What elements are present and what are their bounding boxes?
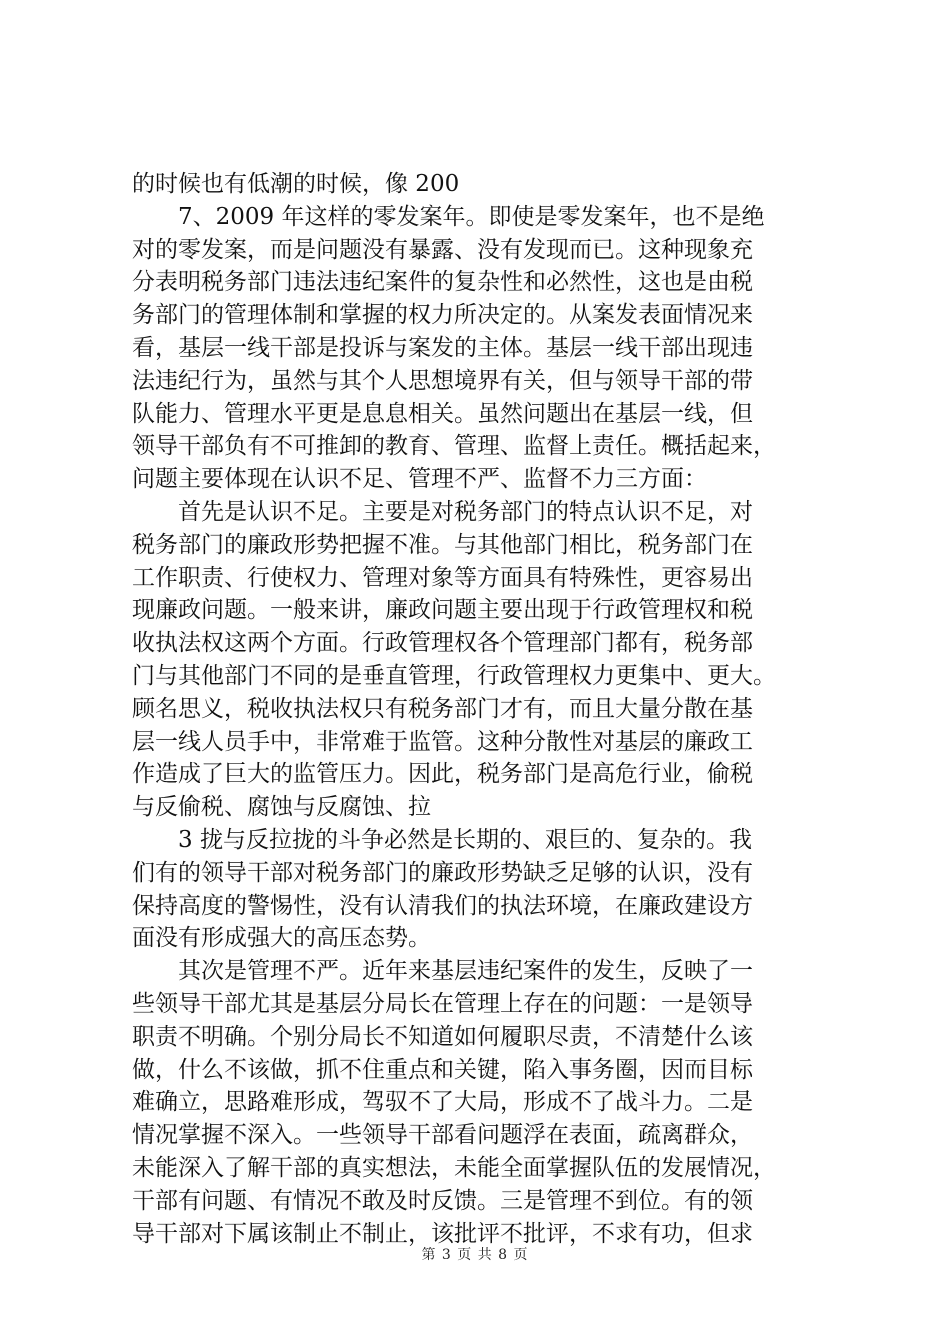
text-line: 们有的领导干部对税务部门的廉政形势缺乏足够的认识，没有 [132, 859, 753, 886]
text-line: 职责不明确。个别分局长不知道如何履职尽责，不清楚什么该 [132, 1023, 753, 1050]
text-line: 面没有形成强大的高压态势。 [132, 925, 431, 952]
page-number-label: 第 3 页 共 8 页 [421, 1247, 529, 1263]
document-body [132, 168, 832, 1250]
text-line: 与反偷税、腐蚀与反腐蚀、拉 [132, 794, 431, 821]
text-line: 看，基层一线干部是投诉与案发的主体。基层一线干部出现违 [132, 334, 753, 361]
text-line: 难确立，思路难形成，驾驭不了大局，形成不了战斗力。二是 [132, 1089, 753, 1116]
text-line: 保持高度的警惕性，没有认清我们的执法环境，在廉政建设方 [132, 892, 753, 919]
text-line: 现廉政问题。一般来讲，廉政问题主要出现于行政管理权和税 [132, 597, 753, 624]
text-line: 干部有问题、有情况不敢及时反馈。三是管理不到位。有的领 [132, 1187, 753, 1214]
text-line: 的时候也有低潮的时候，像 200 [132, 171, 460, 197]
text-line: 法违纪行为，虽然与其个人思想境界有关，但与领导干部的带 [132, 367, 753, 394]
text-line: 层一线人员手中，非常难于监管。这种分散性对基层的廉政工 [132, 728, 753, 755]
text-line: 队能力、管理水平更是息息相关。虽然问题出在基层一线，但 [132, 400, 753, 427]
text-line: 门与其他部门不同的是垂直管理，行政管理权力更集中、更大。 [132, 662, 776, 689]
text-line: 顾名思义，税收执法权只有税务部门才有，而且大量分散在基 [132, 695, 753, 722]
text-line: 务部门的管理体制和掌握的权力所决定的。从案发表面情况来 [132, 302, 753, 329]
text-line: 7、2009 年这样的零发案年。即使是零发案年，也不是绝 [178, 203, 765, 230]
text-line: 领导干部负有不可推卸的教育、管理、监督上责任。概括起来， [132, 433, 776, 460]
text-line: 做，什么不该做，抓不住重点和关键，陷入事务圈，因而目标 [132, 1056, 753, 1083]
text-line: 未能深入了解干部的真实想法，未能全面掌握队伍的发展情况， [132, 1154, 776, 1181]
text-line: 分表明税务部门违法违纪案件的复杂性和必然性，这也是由税 [132, 269, 753, 296]
text-line: 对的零发案，而是问题没有暴露、没有发现而已。这种现象充 [132, 236, 753, 263]
text-line: 导干部对下属该制止不制止，该批评不批评，不求有功，但求 [132, 1220, 753, 1247]
text-line: 作造成了巨大的监管压力。因此，税务部门是高危行业，偷税 [132, 761, 753, 788]
text-line: 收执法权这两个方面。行政管理权各个管理部门都有，税务部 [132, 630, 753, 657]
text-line: 情况掌握不深入。一些领导干部看问题浮在表面，疏离群众， [132, 1122, 753, 1149]
text-line: 些领导干部尤其是基层分局长在管理上存在的问题：一是领导 [132, 990, 753, 1017]
text-line: 其次是管理不严。近年来基层违纪案件的发生，反映了一 [178, 958, 753, 985]
text-line: 税务部门的廉政形势把握不准。与其他部门相比，税务部门在 [132, 531, 753, 558]
text-line: 工作职责、行使权力、管理对象等方面具有特殊性，更容易出 [132, 564, 753, 591]
page-footer [0, 1244, 950, 1264]
text-line: 3 拢与反拉拢的斗争必然是长期的、艰巨的、复杂的。我 [178, 826, 752, 853]
text-line: 首先是认识不足。主要是对税务部门的特点认识不足，对 [178, 498, 753, 525]
text-line: 问题主要体现在认识不足、管理不严、监督不力三方面： [132, 466, 707, 493]
